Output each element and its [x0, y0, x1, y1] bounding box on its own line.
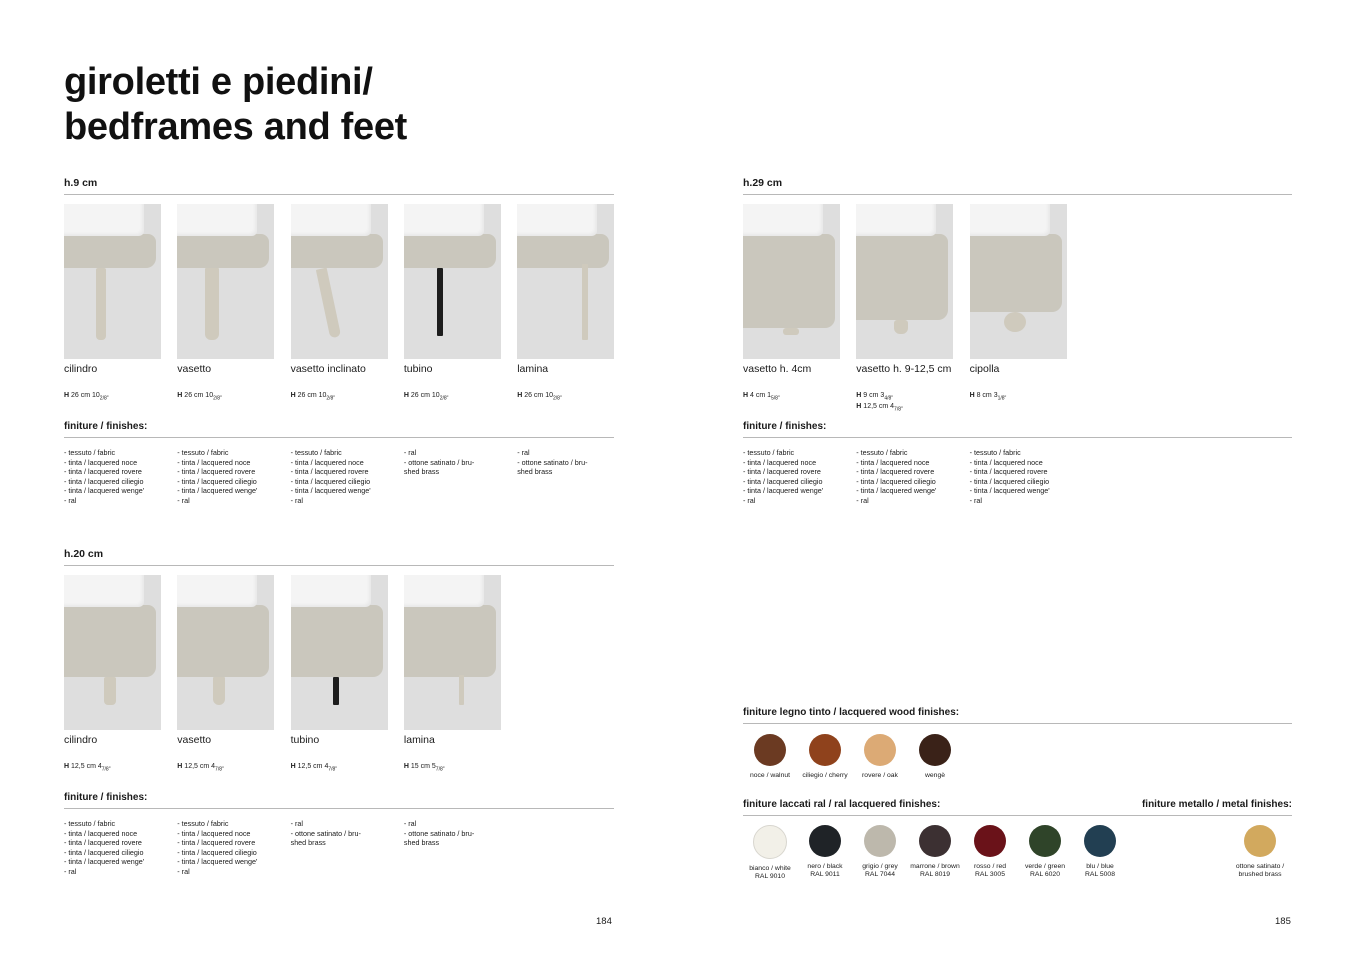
title-line-1: giroletti e piedini/ — [64, 61, 373, 103]
finish-item: - tinta / lacquered rovere — [64, 838, 142, 848]
product-image — [291, 575, 388, 730]
product-name: vasetto — [177, 734, 212, 746]
product-height: H 9 cm $3_{4/8"}$ — [856, 392, 894, 402]
product-height: H 4 cm $1_{5/8"}$ — [743, 392, 780, 402]
bedframe-shape — [970, 234, 1062, 312]
finishes-list — [517, 448, 627, 477]
finish-item: - tinta / lacquered rovere — [969, 467, 1048, 477]
product-name: cilindro — [64, 734, 98, 746]
page-title — [64, 60, 407, 150]
finish-item: - tessuto / fabric — [177, 448, 229, 457]
product-image — [404, 204, 501, 359]
finish-item: - tinta / lacquered ciliegio — [743, 476, 823, 486]
product-name: lamina — [403, 734, 435, 746]
foot-shape — [437, 268, 443, 336]
swatch-label: bianco / white RAL 9010 — [749, 865, 791, 880]
finish-item: - tessuto / fabric — [64, 819, 116, 828]
mattress-shape — [291, 575, 371, 607]
finish-item: - tinta / lacquered noce — [177, 828, 251, 838]
mattress-shape — [404, 575, 484, 607]
foot-shape — [1004, 312, 1026, 332]
finish-item: - ottone satinato / bru- — [403, 828, 475, 838]
color-swatch — [1065, 825, 1135, 879]
finish-item: - tinta / lacquered wenge' — [856, 486, 937, 496]
product-labels — [64, 732, 614, 792]
finish-item: - ral — [290, 495, 303, 505]
product-labels — [64, 361, 614, 421]
finish-item: - ral — [856, 495, 869, 505]
finish-item: - tinta / lacquered wenge' — [64, 486, 145, 496]
finishes-list — [970, 448, 1080, 506]
product-image — [404, 575, 501, 730]
finish-item: - tessuto / fabric — [290, 448, 342, 457]
bedframe-shape — [177, 605, 269, 677]
product-image — [970, 204, 1067, 359]
product-photo — [291, 575, 388, 730]
finish-item: - tessuto / fabric — [969, 448, 1021, 457]
swatch-label: noce / walnut — [749, 772, 791, 779]
foot-shape — [894, 320, 908, 334]
finish-item: - tinta / lacquered wenge' — [290, 486, 371, 496]
finish-item: - tinta / lacquered wenge' — [743, 486, 824, 496]
swatch-label: grigio / grey RAL 7044 — [862, 863, 898, 878]
product-photo — [970, 204, 1067, 359]
finish-item: - ral — [403, 448, 417, 457]
product-height: H 8 cm $3_{1/8"}$ — [969, 392, 1007, 402]
wood-swatch-row — [743, 734, 1292, 794]
finishes-lists — [743, 448, 1292, 508]
product-name: cipolla — [969, 363, 1000, 375]
finish-item: - tinta / lacquered ciliegio — [969, 476, 1050, 486]
product-height: H 12,5 cm $4_{7/8"}$ — [64, 763, 111, 773]
product-name: cilindro — [64, 363, 98, 375]
finish-item: - ottone satinato / bru- — [403, 457, 475, 467]
mattress-shape — [291, 204, 371, 236]
finish-item: - ral — [64, 866, 77, 876]
product-height: H 15 cm $5_{7/8"}$ — [403, 763, 445, 773]
color-swatch — [1225, 825, 1295, 879]
finishes-lists — [64, 819, 614, 879]
finish-item: - tinta / lacquered noce — [290, 457, 364, 467]
section-heading: h.20 cm — [64, 548, 614, 566]
finish-item: - tinta / lacquered noce — [969, 457, 1043, 467]
product-name: vasetto h. 9-12,5 cm — [856, 363, 952, 375]
finish-item: - tinta / lacquered rovere — [856, 467, 935, 477]
product-image — [517, 204, 614, 359]
product-photo — [64, 204, 161, 359]
foot-shape — [205, 268, 219, 340]
product-name: vasetto — [177, 363, 212, 375]
swatch-label: rovere / oak — [862, 772, 898, 779]
finish-item: - ral — [403, 819, 417, 828]
finishes-list — [64, 819, 174, 877]
foot-shape — [582, 264, 588, 340]
finish-item: - ral — [290, 819, 303, 828]
swatch-label: ciliegio / cherry — [802, 772, 848, 779]
finishes-heading: finiture / finishes: — [743, 421, 1292, 438]
bedframe-shape — [177, 234, 269, 268]
swatch-label: marrone / brown RAL 8019 — [910, 863, 960, 878]
section-heading: h.9 cm — [64, 177, 614, 195]
finish-item: - tinta / lacquered wenge' — [177, 857, 258, 867]
swatch-dot — [919, 825, 951, 857]
bedframe-shape — [743, 234, 835, 328]
bedframe-shape — [64, 234, 156, 268]
finish-item: - tessuto / fabric — [64, 448, 116, 457]
swatch-dot — [1244, 825, 1276, 857]
product-image — [177, 204, 274, 359]
finish-item: - tinta / lacquered wenge' — [969, 486, 1050, 496]
product-image — [64, 575, 161, 730]
finish-item: - tinta / lacquered noce — [64, 828, 138, 838]
finish-item: - tinta / lacquered rovere — [177, 467, 256, 477]
finishes-list — [743, 448, 853, 506]
finish-item: - tinta / lacquered noce — [743, 457, 817, 467]
mattress-shape — [64, 575, 144, 607]
finish-item: - ral — [177, 495, 190, 505]
swatch-label: blu / blue RAL 5008 — [1085, 863, 1115, 878]
finish-item: - ral — [64, 495, 77, 505]
swatch-dot — [974, 825, 1006, 857]
product-photo — [177, 575, 274, 730]
swatch-dot — [1084, 825, 1116, 857]
mattress-shape — [517, 204, 597, 236]
product-height: H 12,5 cm $4_{7/8"}$ — [856, 403, 903, 413]
wood-finishes-heading: finiture legno tinto / lacquered wood finishes: — [743, 707, 1292, 724]
finish-item: - tinta / lacquered ciliegio — [290, 476, 371, 486]
product-height: H 26 cm $10_{2/8"}$ — [64, 392, 109, 402]
swatch-dot — [1029, 825, 1061, 857]
foot-shape — [315, 268, 340, 339]
finish-item: - tinta / lacquered wenge' — [64, 857, 145, 867]
finish-item: - tinta / lacquered ciliegio — [177, 847, 257, 857]
product-photo — [743, 204, 840, 359]
product-height: H 26 cm $10_{2/8"}$ — [290, 392, 336, 402]
product-height: H 26 cm $10_{2/8"}$ — [177, 392, 222, 402]
product-image — [64, 204, 161, 359]
product-name: vasetto inclinato — [290, 363, 366, 375]
metal-heading-text: finiture metallo / metal finishes: — [1141, 799, 1292, 810]
mattress-shape — [64, 204, 144, 236]
foot-shape — [213, 677, 225, 705]
section-h20 — [64, 548, 614, 879]
finishes-list — [856, 448, 966, 506]
product-name: lamina — [517, 363, 549, 375]
swatch-dot — [753, 825, 787, 859]
product-height: H 12,5 cm $4_{7/8"}$ — [290, 763, 338, 773]
foot-shape — [783, 328, 799, 335]
title-line-2: bedframes and feet — [64, 106, 408, 148]
finish-item: - tinta / lacquered rovere — [64, 467, 142, 477]
product-image — [856, 204, 953, 359]
finishes-list — [177, 819, 287, 877]
swatch-label: nero / black RAL 9011 — [807, 863, 843, 878]
product-photo — [856, 204, 953, 359]
swatch-dot — [754, 734, 786, 766]
finishes-list — [404, 819, 514, 848]
finish-item: shed brass — [403, 467, 440, 477]
bedframe-shape — [291, 234, 383, 268]
ral-heading-text: finiture laccati ral / ral lacquered finishes: — [743, 799, 941, 810]
swatch-dot — [809, 825, 841, 857]
product-photo — [404, 204, 501, 359]
finish-item: - tinta / lacquered noce — [177, 457, 251, 467]
finish-item: - tinta / lacquered ciliegio — [177, 476, 257, 486]
swatch-label: verde / green RAL 6020 — [1024, 863, 1066, 878]
product-height: H 26 cm $10_{2/8"}$ — [517, 392, 562, 402]
product-row — [64, 204, 614, 361]
finish-item: - tinta / lacquered ciliegio — [856, 476, 936, 486]
finish-item: - tinta / lacquered rovere — [743, 467, 821, 477]
product-photo — [177, 204, 274, 359]
finish-item: - ral — [969, 495, 982, 505]
product-height: H 12,5 cm $4_{7/8"}$ — [177, 763, 224, 773]
section-h9 — [64, 177, 614, 508]
mattress-shape — [743, 204, 823, 236]
foot-shape — [96, 268, 106, 340]
product-photo — [517, 204, 614, 359]
product-photo — [291, 204, 388, 359]
finishes-lists — [64, 448, 614, 508]
product-name: tubino — [403, 363, 433, 375]
bedframe-shape — [856, 234, 948, 320]
swatch-dot — [864, 825, 896, 857]
swatch-dot — [919, 734, 951, 766]
finish-item: shed brass — [517, 467, 553, 477]
color-swatch — [900, 734, 970, 780]
finish-item: - tinta / lacquered rovere — [177, 838, 256, 848]
finishes-list — [291, 448, 401, 506]
finishes-list — [404, 448, 514, 477]
product-image — [291, 204, 388, 359]
swatch-dot — [809, 734, 841, 766]
finishes-list — [177, 448, 287, 506]
finish-item: - ottone satinato / bru- — [290, 828, 361, 838]
finishes-heading: finiture / finishes: — [64, 421, 614, 438]
swatch-label: wengè — [924, 772, 946, 779]
wood-finishes-section — [743, 707, 1292, 794]
finish-item: - ral — [177, 866, 190, 876]
page-number-right: 185 — [1275, 916, 1291, 927]
bedframe-shape — [64, 605, 156, 677]
finish-item: - ral — [517, 448, 530, 457]
finishes-heading: finiture / finishes: — [64, 792, 614, 809]
product-row — [743, 204, 1292, 361]
finishes-list — [291, 819, 401, 848]
finish-item: - tessuto / fabric — [856, 448, 908, 457]
finish-item: shed brass — [290, 838, 326, 848]
bedframe-shape — [404, 605, 496, 677]
product-name: vasetto h. 4cm — [743, 363, 812, 375]
finish-item: - ottone satinato / bru- — [517, 457, 588, 467]
mattress-shape — [404, 204, 484, 236]
product-height: H 26 cm $10_{2/8"}$ — [403, 392, 449, 402]
product-image — [743, 204, 840, 359]
finish-item: - tessuto / fabric — [743, 448, 795, 457]
foot-shape — [333, 677, 339, 705]
finish-item: - tinta / lacquered ciliegio — [64, 476, 144, 486]
finish-item: - tessuto / fabric — [177, 819, 229, 828]
finishes-list — [64, 448, 174, 506]
product-photo — [64, 575, 161, 730]
mattress-shape — [177, 204, 257, 236]
swatch-dot — [864, 734, 896, 766]
bedframe-shape — [517, 234, 609, 268]
section-heading: h.29 cm — [743, 177, 1292, 195]
finish-item: shed brass — [403, 838, 440, 848]
ral-finishes-heading — [743, 799, 1292, 816]
page-number-left: 184 — [596, 916, 612, 927]
swatch-label: rosso / red RAL 3005 — [973, 863, 1007, 878]
product-image — [177, 575, 274, 730]
finish-item: - tinta / lacquered rovere — [290, 467, 369, 477]
finish-item: - tinta / lacquered noce — [856, 457, 930, 467]
ral-finishes-section — [743, 799, 1292, 885]
foot-shape — [104, 677, 116, 705]
foot-shape — [459, 675, 464, 705]
mattress-shape — [177, 575, 257, 607]
finish-item: - tinta / lacquered noce — [64, 457, 138, 467]
finish-item: - tinta / lacquered ciliegio — [64, 847, 144, 857]
bedframe-shape — [404, 234, 496, 268]
ral-swatch-row — [743, 825, 1292, 885]
bedframe-shape — [291, 605, 383, 677]
mattress-shape — [856, 204, 936, 236]
product-row — [64, 575, 614, 732]
finish-item: - ral — [743, 495, 756, 505]
swatch-label: ottone satinato / brushed brass — [1235, 863, 1285, 878]
product-name: tubino — [290, 734, 320, 746]
mattress-shape — [970, 204, 1050, 236]
product-labels — [743, 361, 1292, 421]
section-h29 — [743, 177, 1292, 508]
product-photo — [404, 575, 501, 730]
finish-item: - tinta / lacquered wenge' — [177, 486, 258, 496]
